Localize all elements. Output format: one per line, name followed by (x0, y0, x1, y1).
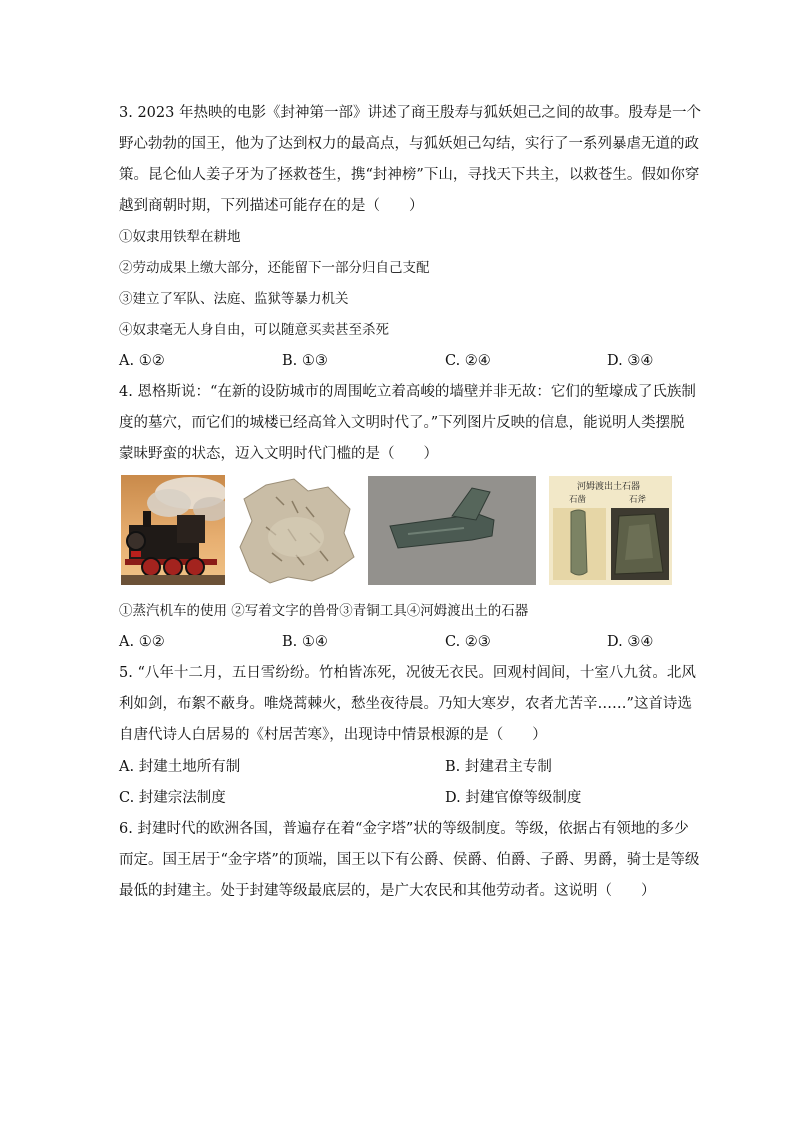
q3-option-b[interactable]: B. ①③ (282, 353, 328, 369)
q6-line-2: 而定。国王居于“金字塔”的顶端，国王以下有公爵、侯爵、伯爵、子爵、男爵，骑士是等级 (119, 852, 700, 868)
q4-option-c[interactable]: C. ②③ (445, 634, 491, 650)
q4-option-d[interactable]: D. ③④ (607, 634, 654, 650)
q3-item-2: ②劳动成果上缴大部分，还能留下一部分归自己支配 (119, 260, 430, 276)
q3-line-3: 策。昆仑仙人姜子牙为了拯救苍生，携“封神榜”下山，寻找天下共主，以救苍生。假如你穿 (119, 167, 700, 183)
q3-line-4: 越到商朝时期，下列描述可能存在的是（ ） (119, 198, 424, 214)
q3-item-1: ①奴隶用铁犁在耕地 (119, 229, 241, 245)
q5-line-2: 利如剑，布絮不蔽身。唯烧蒿棘火，愁坐夜待晨。乃知大寒岁，农者尤苦辛……”这首诗选 (119, 696, 692, 712)
q3-option-c[interactable]: C. ②④ (445, 353, 491, 369)
oracle-bone-image (236, 477, 356, 585)
q6-line-3: 最低的封建主。处于封建等级最底层的，是广大农民和其他劳动者。这说明（ ） (119, 883, 656, 899)
q4-line-2: 度的墓穴，而它们的城楼已经高耸入文明时代了。”下列图片反映的信息，能说明人类摆脱 (119, 415, 685, 431)
q4-option-b[interactable]: B. ①④ (282, 634, 328, 650)
stone-tools-caption-title: 河姆渡出土石器 (577, 482, 641, 492)
q5-option-c[interactable]: C. 封建宗法制度 (119, 790, 226, 806)
q3-item-4: ④奴隶毫无人身自由，可以随意买卖甚至杀死 (119, 322, 389, 338)
q4-option-a[interactable]: A. ①② (119, 634, 165, 650)
q3-item-3: ③建立了军队、法庭、监狱等暴力机关 (119, 291, 349, 307)
q4-line-1: 4. 恩格斯说：“在新的设防城市的周围屹立着高峻的墙壁并非无故：它们的堑壕成了氏族制 (119, 384, 696, 400)
q5-line-1: 5. “八年十二月，五日雪纷纷。竹柏皆冻死，况彼无衣民。回观村闾间，十室八九贫。北风 (119, 665, 696, 681)
q6-line-1: 6. 封建时代的欧洲各国，普遍存在着“金字塔”状的等级制度。等级，依据占有领地的多少 (119, 821, 689, 837)
q5-option-a[interactable]: A. 封建土地所有制 (119, 759, 241, 775)
stone-tools-caption-right: 石斧 (629, 495, 647, 505)
q3-option-a[interactable]: A. ①② (119, 353, 165, 369)
steam-locomotive-image (121, 475, 225, 585)
stone-tools-caption-left: 石凿 (569, 495, 587, 505)
q3-line-2: 野心勃勃的国王，他为了达到权力的最高点，与狐妖妲己勾结，实行了一系列暴虐无道的政 (119, 136, 699, 152)
q3-option-d[interactable]: D. ③④ (607, 353, 654, 369)
hemudu-stone-tools-image (549, 476, 672, 585)
q5-option-d[interactable]: D. 封建官僚等级制度 (445, 790, 582, 806)
q5-option-b[interactable]: B. 封建君主专制 (445, 759, 552, 775)
q4-image-legend: ①蒸汽机车的使用 ②写着文字的兽骨③青铜工具④河姆渡出土的石器 (119, 603, 529, 619)
q4-line-3: 蒙昧野蛮的状态，迈入文明时代门槛的是（ ） (119, 446, 438, 462)
q5-line-3: 自唐代诗人白居易的《村居苦寒》，出现诗中情景根源的是（ ） (119, 727, 547, 743)
q3-line-1: 3. 2023 年热映的电影《封神第一部》讲述了商王殷寿与狐妖妲己之间的故事。殷寿是一个 (119, 105, 701, 121)
bronze-tool-image (368, 476, 536, 585)
